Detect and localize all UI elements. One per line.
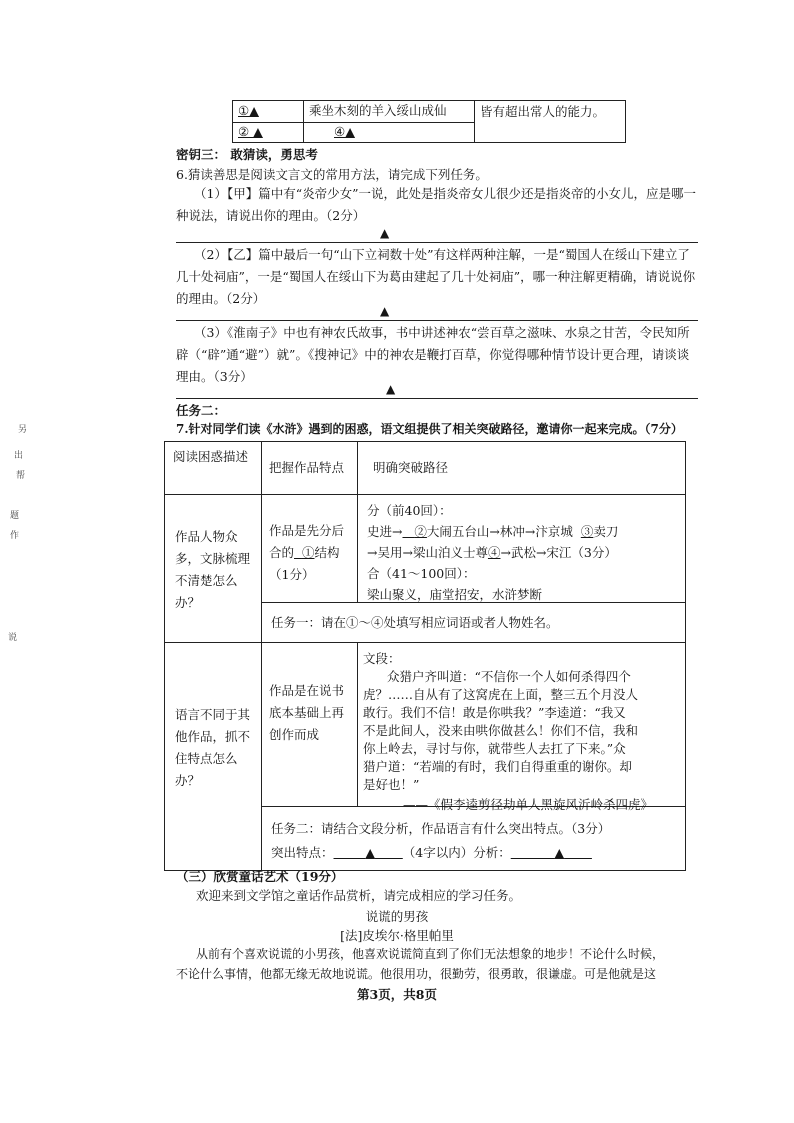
passage-line: 敢行。我们不信！敢是你哄我？”李逵道：“我又 (363, 705, 626, 720)
story-title: 说谎的男孩 (365, 909, 429, 924)
q6-sub3: （3）《淮南子》中也有神农氏故事，书中讲述神农“尝百草之滋味、水泉之甘苦，令民知所辟（“辟”通“避”）就”。《搜神记》中的神农是鞭打百草，你觉得哪种情节设计更合理，请谈谈理由。（3分） (176, 325, 690, 384)
answer-line (176, 320, 698, 321)
row1-feature: 作品是先分后合的 ①结构 （1分） (269, 523, 345, 582)
blank-3[interactable]: ③ (580, 524, 594, 539)
passage-line: 你上岭去，寻讨与你，就带些人去扛了下来。”众 (363, 741, 626, 756)
margin-mark: 帮 (16, 471, 26, 481)
passage-line: 不是此间人，没来由哄你做甚么！你们不信，我和 (363, 723, 639, 738)
answer-mark: ▲ (380, 304, 390, 318)
q6-stem: 6.猜读善思是阅读文言文的常用方法，请完成下列任务。 (176, 167, 488, 182)
section3-intro: 欢迎来到文学馆之童话作品赏析，请完成相应的学习任务。 (196, 888, 522, 903)
key3-title: 密钥三： 敢猜读，勇思考 (176, 147, 318, 162)
task-two: 任务二：请结合文段分析，作品语言有什么突出特点。（3分） (271, 821, 611, 836)
passage-source: ——《假李逵剪径劫单人黑旋风沂岭杀四虎》 (403, 797, 654, 812)
q6-sub2: （2）【乙】篇中最后一句“山下立祠数十处”有这样两种注解，一是“蜀国人在绥山下建立了几十处祠庙”，一是“蜀国人在绥山下为葛由建起了几十处祠庙”，哪一种注解更精确，请说说你的理由。（2分） (176, 247, 696, 306)
story-para-1: 从前有个喜欢说谎的小男孩，他喜欢说谎简直到了你们无法想象的地步！不论什么时候， (196, 947, 665, 961)
page-number: 第3页，共8页 (357, 987, 437, 1002)
answer-mark: ▲ (380, 226, 390, 240)
margin-mark: 说 (8, 633, 18, 643)
q7-stem: 7.针对同学们读《水浒》遇到的困惑，语文组提供了相关突破路径，邀请你一起来完成。（7分） (176, 422, 683, 436)
task-two-answer: 突出特点： ▲ （4字以内）分析： ▲ (271, 844, 592, 863)
margin-mark: 题 (10, 511, 20, 521)
row1-path: 分（前40回）： 史进→ ②大闹五台山→林冲→汴京城 ③卖刀 →吴用→梁山泊义士尊④→武松→宋江（3分） 合（41～100回）： 梁山聚义，庙堂招安，水浒梦断 (367, 503, 619, 602)
header-feature: 把握作品特点 (269, 460, 345, 475)
section3-title: （三）欣赏童话艺术（19分） (176, 869, 344, 884)
top-cell-1: ①▲ (233, 101, 304, 123)
row2-feature: 作品是在说书底本基础上再创作而成 (269, 683, 345, 742)
answer-line (176, 398, 698, 399)
margin-mark: 作 (10, 531, 20, 541)
row2-confusion: 语言不同于其他作品，抓不住特点怎么办？ (175, 707, 251, 788)
answer-mark: ▲ (386, 382, 396, 396)
top-cell-5: ④▲ (304, 123, 475, 143)
row2-passage: 文段： 众猎户齐叫道：“不信你一个人如何杀得四个 虎？……自从有了这窝虎在上面，整三五个月没人 敢行。我们不信！敢是你哄我？”李逵道：“我又 不是此间人，没来由哄你做甚么！你们不信，我和 你上岭去，寻讨与你，就带些人去扛了下来。”众 猎户道：“若端的有时，我们自得重重的谢你。却 是好也！” ——《假李逵剪径劫单人黑旋风沂岭杀四虎》 (363, 650, 681, 814)
top-table (232, 100, 626, 143)
task-one: 任务一：请在①～④处填写相应词语或者人物姓名。 (271, 615, 559, 630)
answer-blank-feature[interactable]: ▲ (365, 845, 375, 860)
blank-2[interactable]: ② (414, 524, 427, 539)
row1-confusion: 作品人物众多，文脉梳理不清楚怎么办？ (175, 529, 251, 610)
passage-line: 是好也！” (363, 777, 420, 792)
task2-title: 任务二： (176, 403, 227, 418)
top-cell-2: 乘坐木刻的羊入绥山成仙 (304, 101, 475, 123)
passage-line: 猎户道：“若端的有时，我们自得重重的谢你。却 (363, 759, 632, 774)
margin-mark: 另 (18, 425, 28, 435)
story-para-2: 不论什么事情，他都无缘无故地说谎。他很用功，很勤劳，很勇敢，很谦虚。可是他就是这 (176, 967, 657, 981)
margin-mark: 出 (14, 451, 24, 461)
answer-line (176, 242, 698, 243)
passage-line: 虎？……自从有了这窝虎在上面，整三五个月没人 (363, 687, 639, 702)
q7-table (164, 441, 686, 871)
answer-blank-analysis[interactable]: ▲ (554, 845, 565, 860)
top-cell-4: ② ▲ (233, 123, 304, 143)
blank-1[interactable]: ① (301, 545, 315, 560)
story-author: [法]皮埃尔·格里帕里 (340, 928, 454, 943)
top-cell-3: 皆有超出常人的能力。 (475, 101, 626, 143)
q6-sub1: （1）【甲】篇中有“炎帝少女”一说，此处是指炎帝女儿很少还是指炎帝的小女儿，应是哪一种说法，请说出你的理由。（2分） (176, 186, 696, 223)
header-path: 明确突破路径 (373, 460, 449, 475)
passage-line: 众猎户齐叫道：“不信你一个人如何杀得四个 (387, 669, 631, 684)
blank-4[interactable]: ④ (487, 545, 501, 560)
header-confusion: 阅读困惑描述 (173, 449, 249, 464)
